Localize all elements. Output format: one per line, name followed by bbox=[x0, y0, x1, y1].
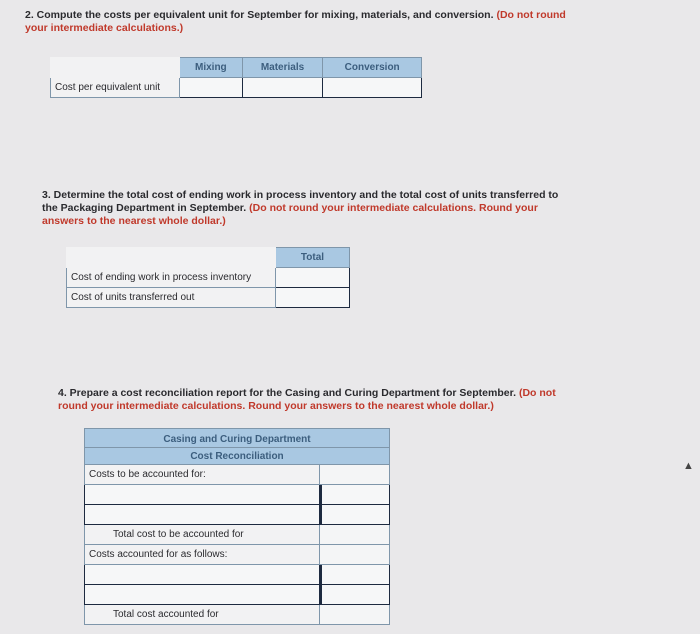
accounted-item-2-amount-input[interactable] bbox=[320, 585, 390, 605]
header-conversion: Conversion bbox=[323, 58, 422, 78]
question-3-text: 3. Determine the total cost of ending work in process inventory and the total cost of units transferred to the Packaging Department in September. bbox=[42, 189, 559, 214]
total-cost-to-be-accounted-for-label: Total cost to be accounted for bbox=[85, 525, 320, 545]
question-4 bbox=[58, 387, 558, 413]
cost-item-2-amount-input[interactable] bbox=[320, 505, 390, 525]
header-materials: Materials bbox=[242, 58, 323, 78]
header-total: Total bbox=[276, 248, 350, 268]
cost-per-equivalent-unit-label: Cost per equivalent unit bbox=[51, 78, 180, 98]
cost-item-2-label-input[interactable] bbox=[85, 505, 320, 525]
total-cost-to-be-accounted-for-value bbox=[320, 525, 390, 545]
units-transferred-input[interactable] bbox=[276, 288, 350, 308]
question-4-note: (Do not round your intermediate calculations. Round your answers to the nearest whole dollar.) bbox=[58, 387, 556, 412]
cost-reconciliation-table bbox=[84, 428, 390, 625]
cost-item-1-label-input[interactable] bbox=[85, 485, 320, 505]
cost-per-equivalent-unit-table bbox=[50, 57, 422, 98]
question-3 bbox=[42, 189, 562, 228]
empty-cell bbox=[320, 545, 390, 565]
accounted-item-2-label-input[interactable] bbox=[85, 585, 320, 605]
materials-input[interactable] bbox=[242, 78, 323, 98]
question-4-text: 4. Prepare a cost reconciliation report for the Casing and Curing Department for September. bbox=[58, 387, 517, 399]
costs-accounted-for-label: Costs accounted for as follows: bbox=[85, 545, 320, 565]
total-cost-accounted-for-value bbox=[320, 605, 390, 625]
units-transferred-label: Cost of units transferred out bbox=[67, 288, 276, 308]
empty-cell bbox=[320, 465, 390, 485]
report-title-department: Casing and Curing Department bbox=[85, 429, 390, 448]
ending-wip-input[interactable] bbox=[276, 268, 350, 288]
empty-header bbox=[51, 58, 180, 78]
question-2 bbox=[25, 9, 585, 35]
question-3-note: (Do not round your intermediate calculations. Round your answers to the nearest whole dollar.) bbox=[42, 202, 538, 227]
report-title-reconciliation: Cost Reconciliation bbox=[85, 448, 390, 465]
pointer-icon: ▲ bbox=[683, 460, 694, 472]
cost-item-1-amount-input[interactable] bbox=[320, 485, 390, 505]
mixing-input[interactable] bbox=[180, 78, 243, 98]
question-2-note: (Do not round your intermediate calculations.) bbox=[25, 9, 566, 34]
ending-wip-table bbox=[66, 247, 350, 308]
conversion-input[interactable] bbox=[323, 78, 422, 98]
accounted-item-1-amount-input[interactable] bbox=[320, 565, 390, 585]
header-mixing: Mixing bbox=[180, 58, 243, 78]
accounted-item-1-label-input[interactable] bbox=[85, 565, 320, 585]
ending-wip-label: Cost of ending work in process inventory bbox=[67, 268, 276, 288]
total-cost-accounted-for-label: Total cost accounted for bbox=[85, 605, 320, 625]
empty-header bbox=[67, 248, 276, 268]
costs-to-be-accounted-for-label: Costs to be accounted for: bbox=[85, 465, 320, 485]
question-2-text: 2. Compute the costs per equivalent unit for September for mixing, materials, and conversion. bbox=[25, 9, 494, 21]
